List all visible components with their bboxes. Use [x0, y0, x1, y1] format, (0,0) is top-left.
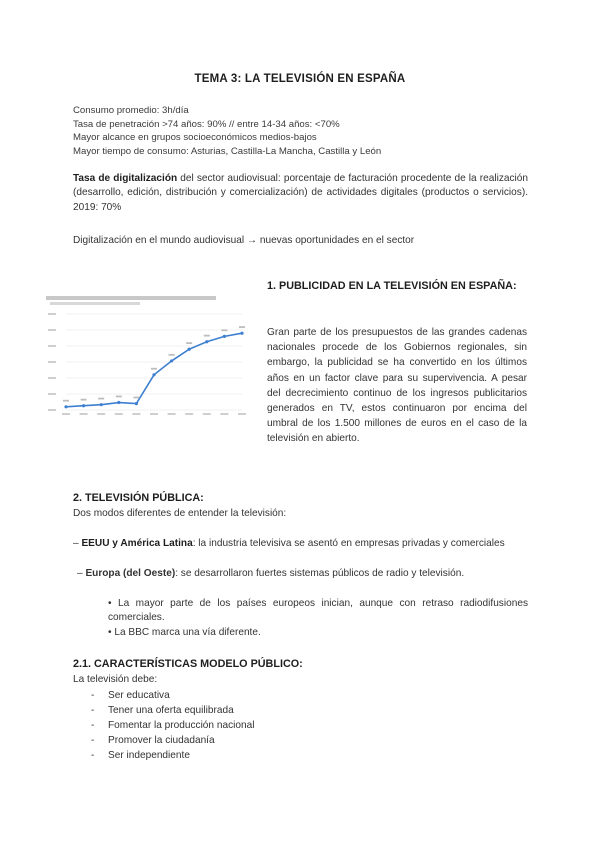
data-label [221, 329, 227, 331]
data-label [116, 396, 122, 398]
europe-label: Europa (del Oeste) [85, 568, 176, 579]
dash-marker: – [77, 568, 83, 579]
section-2-1-heading: 2.1. CARACTERÍSTICAS MODELO PÚBLICO: [73, 658, 303, 670]
y-tick-label [48, 329, 56, 331]
data-point [82, 404, 85, 407]
dash-marker: – [73, 538, 79, 549]
stats-block [73, 104, 381, 158]
list-dash: - [91, 720, 95, 732]
data-point [188, 348, 191, 351]
data-point [205, 340, 208, 343]
page-title: TEMA 3: LA TELEVISIÓN EN ESPAÑA [194, 73, 406, 85]
list-item [91, 733, 254, 748]
list-dash: - [91, 750, 95, 762]
x-tick-label [185, 413, 193, 415]
digitalization-paragraph [73, 172, 528, 215]
data-label [81, 399, 87, 401]
list-item [91, 703, 254, 718]
data-point [223, 335, 226, 338]
list-dash: - [91, 735, 95, 747]
section-2-1-intro: La televisión debe: [73, 674, 158, 685]
data-point [170, 359, 173, 362]
list-item-text: Fomentar la producción nacional [108, 720, 255, 732]
europe-text: : se desarrollaron fuertes sistemas públicos de radio y televisión. [175, 568, 465, 579]
data-label [169, 354, 175, 356]
section-2-heading: 2. TELEVISIÓN PÚBLICA: [73, 492, 204, 504]
x-tick-label [220, 413, 228, 415]
x-tick-label [97, 413, 105, 415]
list-item [91, 748, 254, 763]
section-1-heading: 1. PUBLICIDAD EN LA TELEVISIÓN EN ESPAÑA: [267, 280, 517, 292]
data-label [98, 398, 104, 400]
list-item-text: Promover la ciudadanía [108, 735, 215, 747]
data-point [100, 403, 103, 406]
bullet-bbc: • La BBC marca una vía diferente. [108, 627, 261, 638]
data-label [151, 368, 157, 370]
data-label [63, 400, 69, 402]
stat-line: Mayor alcance en grupos socioeconómicos medios-bajos [73, 132, 317, 143]
y-tick-label [48, 377, 56, 379]
data-point [135, 402, 138, 405]
section-2-intro: Dos modos diferentes de entender la televisión: [73, 508, 287, 519]
list-item [91, 718, 254, 733]
x-tick-label [150, 413, 158, 415]
list-item [91, 688, 254, 703]
data-point [152, 373, 155, 376]
americas-label: EEUU y América Latina [81, 538, 193, 549]
list-item-text: Ser educativa [108, 690, 170, 701]
y-tick-label [48, 393, 56, 395]
public-model-list [91, 688, 254, 763]
digitalization-definition: del sector audiovisual: porcentaje de facturación procedente de la realización (desarrollo, edición, distribución y comercialización) de actividades digitales (productos o servicios). 2019: 70% [73, 173, 528, 213]
americas-text: : la industria televisiva se asentó en empresas privadas y comerciales [192, 538, 505, 549]
x-tick-label [80, 413, 88, 415]
model-europe [77, 567, 464, 581]
section-1-body: Gran parte de los presupuestos de las grandes cadenas nacionales procede de los Gobiernos regionales, sin embargo, la publicidad se ha convertido en los últimos años en un factor clave para su supervivencia. A pesar del decrecimiento continuo de los ingresos publicitarios generados en TV, estos continuaron por encima del umbral de los 1.500 millones de euros en el caso de la televisión en abierto. [267, 327, 527, 445]
x-tick-label [203, 413, 211, 415]
x-tick-label [62, 413, 70, 415]
list-dash: - [91, 690, 95, 701]
chart-title-blur [46, 296, 216, 300]
digitalization-term: Tasa de digitalización [73, 173, 178, 184]
data-point [240, 332, 243, 335]
chart-subtitle-blur [50, 302, 140, 305]
stat-line: Tasa de penetración >74 años: 90% // entre 14-34 años: <70% [73, 118, 340, 130]
x-tick-label [132, 413, 140, 415]
y-tick-label [48, 409, 56, 411]
chart-figure [40, 292, 250, 420]
bullet-europe-commercial: • La mayor parte de los países europeos inician, aunque con retraso radiodifusiones comerciales. [108, 598, 528, 624]
list-dash: - [91, 705, 95, 717]
data-label [186, 342, 192, 344]
data-label [133, 397, 139, 399]
stat-line: Mayor tiempo de consumo: Asturias, Castilla-La Mancha, Castilla y León [73, 145, 382, 157]
data-point [117, 401, 120, 404]
y-tick-label [48, 361, 56, 363]
data-label [204, 335, 210, 337]
y-tick-label [48, 313, 56, 315]
data-label [239, 326, 245, 328]
data-point [64, 405, 67, 408]
x-tick-label [168, 413, 176, 415]
model-americas [73, 537, 528, 551]
x-tick-label [238, 413, 246, 415]
stat-line: Consumo promedio: 3h/día [73, 105, 189, 116]
digital-world-line: Digitalización en el mundo audiovisual → nuevas oportunidades en el sector [73, 235, 415, 246]
chart-background [40, 292, 250, 420]
x-tick-label [115, 413, 123, 415]
y-tick-label [48, 345, 56, 347]
list-item-text: Tener una oferta equilibrada [108, 705, 234, 717]
list-item-text: Ser independiente [108, 750, 190, 762]
line-chart [40, 292, 250, 420]
